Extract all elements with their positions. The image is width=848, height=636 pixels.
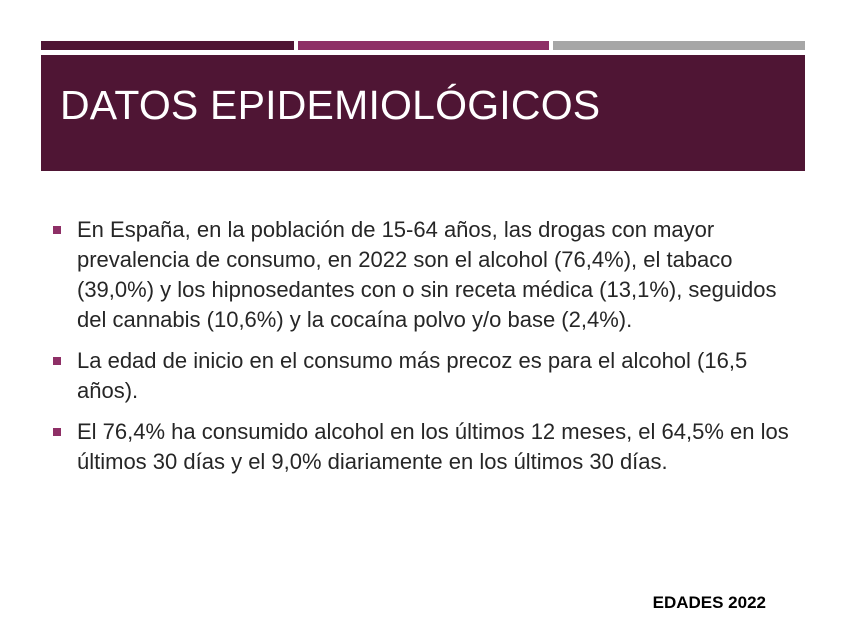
- bullet-list: [53, 215, 805, 488]
- square-bullet-icon: [53, 226, 61, 234]
- bullet-item: [53, 417, 805, 477]
- bullet-text: El 76,4% ha consumido alcohol en los últimos 12 meses, el 64,5% en los últimos 30 días y el 9,0% diariamente en los últimos 30 días.: [77, 419, 789, 474]
- square-bullet-icon: [53, 428, 61, 436]
- title-band: [41, 55, 805, 171]
- source-label: EDADES 2022: [652, 593, 766, 612]
- slide-title: DATOS EPIDEMIOLÓGICOS: [60, 82, 601, 128]
- square-bullet-icon: [53, 357, 61, 365]
- bullet-text: La edad de inicio en el consumo más precoz es para el alcohol (16,5 años).: [77, 348, 748, 403]
- bullet-item: [53, 346, 805, 406]
- accent-bar-dark: [41, 41, 294, 50]
- accent-bar-gray: [553, 41, 805, 50]
- bullet-item: [53, 215, 805, 335]
- accent-bar-magenta: [298, 41, 549, 50]
- bullet-text: En España, en la población de 15-64 años, las drogas con mayor prevalencia de consumo, en 2022 son el alcohol (76,4%), el tabaco (39,0%) y los hipnosedantes con o sin receta médica (13,1%), seguidos del cannabis (10,6%) y la cocaína polvo y/o base (2,4%).: [77, 217, 777, 332]
